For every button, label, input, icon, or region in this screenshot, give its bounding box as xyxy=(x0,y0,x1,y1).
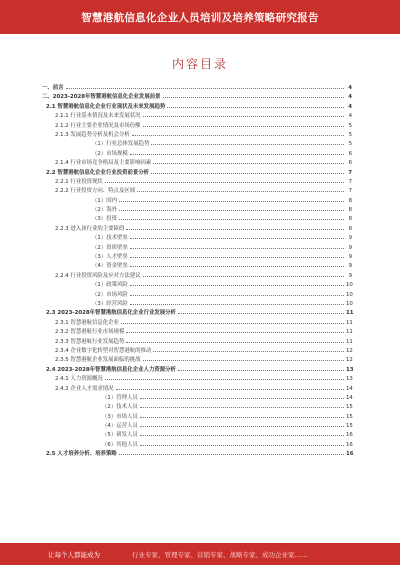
toc-leader-dots xyxy=(178,370,344,371)
toc-entry-title: 一、前言 xyxy=(42,85,64,91)
toc-entry-title: 2.1.4 行业市场竞争格局及主要影响因素 xyxy=(55,160,152,167)
toc-leader-dots xyxy=(143,276,344,277)
toc-page-number: 16 xyxy=(346,432,353,439)
footer-tags: 行业专家、管理专家、营销专家、战略专家、成功企业家…… xyxy=(132,551,308,559)
toc-leader-dots xyxy=(130,304,344,305)
toc-entry[interactable] xyxy=(42,140,352,149)
toc-heading: 内容目录 xyxy=(171,57,228,71)
toc-leader-dots xyxy=(153,163,344,164)
toc-entry[interactable] xyxy=(42,262,352,271)
toc-leader-dots xyxy=(130,154,344,155)
toc-page-number: 16 xyxy=(346,451,354,458)
toc-page-number: 4 xyxy=(348,94,352,101)
toc-page-number: 4 xyxy=(348,113,352,120)
toc-entry-title: （2）市场规模 xyxy=(92,150,128,157)
toc-leader-dots xyxy=(119,201,344,202)
toc-page-number: 6 xyxy=(348,150,352,157)
toc-entry[interactable] xyxy=(42,394,352,403)
toc-leader-dots xyxy=(130,248,344,249)
footer-slogan: 让每个人都能成为 xyxy=(48,551,100,559)
toc-leader-dots xyxy=(140,445,344,446)
toc-entry[interactable] xyxy=(42,431,352,440)
toc-entry-title: 2.3.5 智慧港航企业发展面临的挑战 xyxy=(55,357,141,364)
toc-leader-dots xyxy=(143,126,344,127)
toc-entry[interactable] xyxy=(42,385,352,394)
toc-entry[interactable] xyxy=(42,178,352,187)
toc-entry-title: （1）政策风险 xyxy=(92,282,128,289)
toc-leader-dots xyxy=(140,426,344,427)
toc-page-number: 9 xyxy=(348,272,352,279)
toc-leader-dots xyxy=(121,323,344,324)
toc-page-number: 11 xyxy=(346,329,353,336)
toc-leader-dots xyxy=(143,360,344,361)
toc-entry-title: （5）研发人员 xyxy=(102,432,138,439)
toc-page-number: 15 xyxy=(346,404,353,411)
toc-entry[interactable] xyxy=(42,281,352,290)
toc-entry-title: 2.3.1 智慧港航信息化企业 xyxy=(55,319,119,326)
toc-entry-title: （2）技术人员 xyxy=(102,404,138,411)
toc-entry[interactable] xyxy=(42,215,352,224)
toc-page-number: 10 xyxy=(346,300,353,307)
toc-entry[interactable] xyxy=(42,103,352,112)
toc-entry-title: 2.2.3 进入该行业的主要障碍 xyxy=(55,225,125,232)
table-of-contents xyxy=(42,84,352,460)
toc-leader-dots xyxy=(126,229,344,230)
toc-page-number: 15 xyxy=(346,423,353,430)
toc-entry[interactable] xyxy=(42,131,352,140)
toc-entry[interactable] xyxy=(42,366,352,375)
toc-page-number: 10 xyxy=(346,291,353,298)
toc-entry-title: 2.3 2023-2028年智慧港航信息化企业行业发展分析 xyxy=(46,310,176,317)
toc-entry[interactable] xyxy=(42,291,352,300)
toc-page-number: 10 xyxy=(346,282,353,289)
toc-leader-dots xyxy=(119,210,344,211)
toc-leader-dots xyxy=(167,107,344,108)
toc-leader-dots xyxy=(143,116,344,117)
toc-entry-title: （4）运营人员 xyxy=(102,423,138,430)
toc-leader-dots xyxy=(105,379,344,380)
toc-leader-dots xyxy=(66,88,344,89)
toc-page-number: 9 xyxy=(348,244,352,251)
toc-leader-dots xyxy=(119,454,344,455)
toc-page-number: 6 xyxy=(348,160,352,167)
toc-entry-title: （2）资质壁垒 xyxy=(92,244,128,251)
toc-entry-title: （3）人才壁垒 xyxy=(92,254,128,261)
toc-entry-title: 2.3.4 企业数字化转型对智慧港航的推动 xyxy=(55,347,152,354)
toc-entry-title: 二、2023-2028年智慧港航信息化企业发展前景 xyxy=(42,94,161,101)
toc-entry[interactable] xyxy=(42,169,352,178)
toc-entry[interactable] xyxy=(42,347,352,356)
toc-leader-dots xyxy=(126,342,344,343)
toc-entry[interactable] xyxy=(42,187,352,196)
toc-leader-dots xyxy=(163,97,345,98)
toc-entry-title: （1）技术壁垒 xyxy=(92,235,128,242)
toc-page-number: 13 xyxy=(346,376,353,383)
toc-leader-dots xyxy=(130,257,344,258)
toc-entry-title: （2）海外 xyxy=(92,207,117,214)
toc-leader-dots xyxy=(140,398,344,399)
toc-entry[interactable] xyxy=(42,234,352,243)
toc-page-number: 7 xyxy=(348,178,352,185)
toc-entry[interactable] xyxy=(42,338,352,347)
toc-leader-dots xyxy=(151,144,344,145)
toc-entry[interactable] xyxy=(42,112,352,121)
toc-page-number: 5 xyxy=(348,141,352,148)
toc-page-number: 15 xyxy=(346,413,353,420)
toc-entry-title: 2.1.2 行业主要企业情况及市场份额 xyxy=(55,122,141,129)
toc-entry[interactable] xyxy=(42,225,352,234)
report-title: 智慧港航信息化企业人员培训及培养策略研究报告 xyxy=(81,12,319,24)
toc-entry-title: （2）市场风险 xyxy=(92,291,128,298)
toc-entry-title: （1）国内 xyxy=(92,197,117,204)
toc-leader-dots xyxy=(137,191,344,192)
toc-entry-title: 2.1.3 发展趋势分析及机会分析 xyxy=(55,131,130,138)
toc-entry[interactable] xyxy=(42,122,352,131)
toc-entry-title: 2.1 智慧港航信息化企业行业现状及未来发展趋势 xyxy=(46,103,166,110)
toc-entry[interactable] xyxy=(42,328,352,337)
toc-page-number: 14 xyxy=(346,394,353,401)
toc-entry[interactable] xyxy=(42,319,352,328)
toc-leader-dots xyxy=(126,332,344,333)
toc-entry[interactable] xyxy=(42,244,352,253)
toc-entry[interactable] xyxy=(42,356,352,365)
toc-page-number: 11 xyxy=(346,338,353,345)
toc-entry[interactable] xyxy=(42,413,352,422)
toc-page-number: 5 xyxy=(348,122,352,129)
toc-leader-dots xyxy=(130,266,344,267)
toc-page-number: 11 xyxy=(346,319,353,326)
toc-entry-title: 2.1.1 行业基本情况及未来发展状况 xyxy=(55,113,141,120)
toc-entry[interactable] xyxy=(42,84,352,93)
toc-entry[interactable] xyxy=(42,206,352,215)
toc-entry-title: 2.5 人才培养分析、培养策略 xyxy=(46,451,117,458)
toc-page-number: 9 xyxy=(348,254,352,261)
toc-leader-dots xyxy=(130,285,344,286)
toc-page-number: 14 xyxy=(346,385,353,392)
toc-entry-title: 2.2 智慧港航信息化企业行业投资前景分析 xyxy=(46,169,150,176)
toc-entry-title: （4）资金壁垒 xyxy=(92,263,128,270)
toc-entry[interactable] xyxy=(42,150,352,159)
toc-entry-title: 2.3.2 智慧港航行业市场规模 xyxy=(55,329,125,336)
toc-entry[interactable] xyxy=(42,300,352,309)
toc-page-number: 7 xyxy=(348,188,352,195)
toc-leader-dots xyxy=(151,173,344,174)
toc-page-number: 8 xyxy=(348,207,352,214)
toc-entry-title: （3）投资 xyxy=(92,216,117,223)
toc-entry[interactable] xyxy=(42,253,352,262)
toc-page-number: 4 xyxy=(348,85,352,91)
toc-page-number: 8 xyxy=(348,197,352,204)
toc-entry-title: 2.2.2 行业投资方向、特点及区域 xyxy=(55,188,136,195)
toc-entry[interactable] xyxy=(42,375,352,384)
toc-entry-title: 2.2.4 行业投资风险及应对方法建议 xyxy=(55,272,141,279)
toc-entry[interactable] xyxy=(42,422,352,431)
toc-entry-title: 2.4.1 人力资源概况 xyxy=(55,376,103,383)
report-header-bar xyxy=(0,0,400,34)
toc-leader-dots xyxy=(130,238,344,239)
toc-entry[interactable] xyxy=(42,159,352,168)
toc-entry[interactable] xyxy=(42,403,352,412)
toc-page-number: 9 xyxy=(348,263,352,270)
toc-leader-dots xyxy=(116,389,344,390)
toc-leader-dots xyxy=(130,295,344,296)
toc-entry-title: （3）市场人员 xyxy=(102,413,138,420)
toc-leader-dots xyxy=(132,135,344,136)
toc-entry[interactable] xyxy=(42,441,352,450)
toc-page-number: 8 xyxy=(348,216,352,223)
toc-entry[interactable] xyxy=(42,450,352,459)
toc-page-number: 5 xyxy=(348,131,352,138)
toc-page-number: 4 xyxy=(348,103,352,110)
toc-leader-dots xyxy=(153,351,344,352)
toc-leader-dots xyxy=(140,435,344,436)
toc-page-number: 12 xyxy=(346,357,353,364)
toc-entry[interactable] xyxy=(42,272,352,281)
toc-page-number: 16 xyxy=(346,441,353,448)
toc-page-number: 8 xyxy=(348,225,352,232)
toc-leader-dots xyxy=(119,219,344,220)
toc-entry[interactable] xyxy=(42,309,352,318)
toc-page-number: 11 xyxy=(346,310,354,317)
toc-entry-title: （6）其他人员 xyxy=(102,441,138,448)
toc-leader-dots xyxy=(140,407,344,408)
toc-entry-title: （3）经营风险 xyxy=(92,300,128,307)
toc-page-number: 13 xyxy=(346,366,354,373)
toc-page-number: 9 xyxy=(348,235,352,242)
toc-entry-title: （1）管理人员 xyxy=(102,394,138,401)
toc-leader-dots xyxy=(178,313,344,314)
toc-page-number: 7 xyxy=(348,169,352,176)
toc-entry[interactable] xyxy=(42,93,352,102)
toc-leader-dots xyxy=(140,417,344,418)
toc-leader-dots xyxy=(105,182,344,183)
toc-entry-title: 2.3.3 智慧港航行业发展趋势 xyxy=(55,338,125,345)
toc-entry[interactable] xyxy=(42,197,352,206)
toc-entry-title: （1）行业总体发展趋势 xyxy=(92,141,150,148)
toc-entry-title: 2.2.1 行业投资现状 xyxy=(55,178,103,185)
footer-bar xyxy=(0,543,400,565)
toc-page-number: 12 xyxy=(346,347,353,354)
toc-entry-title: 2.4.2 企业人才需求情况 xyxy=(55,385,114,392)
toc-entry-title: 2.4 2023-2028年智慧港航信息化企业人力资源分析 xyxy=(46,366,176,373)
